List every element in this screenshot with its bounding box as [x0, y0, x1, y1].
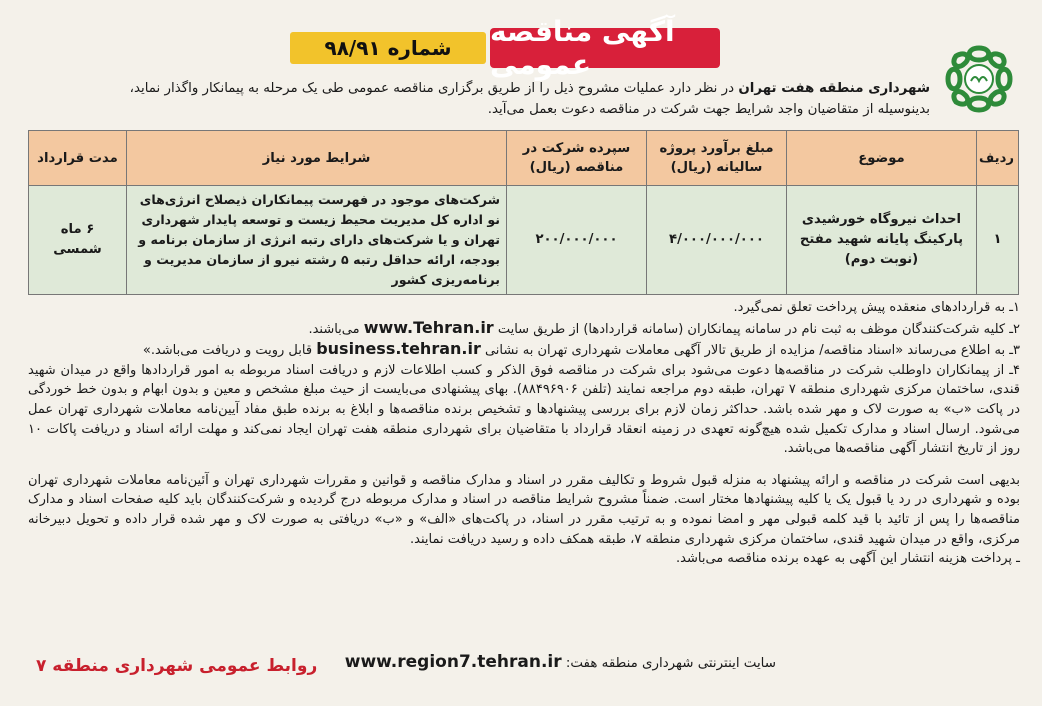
col-header-estimate: مبلغ برآورد پروژه سالیانه (ریال)	[647, 131, 787, 186]
tehran-site-link[interactable]: www.Tehran.ir	[363, 317, 494, 337]
intro-text: در نظر دارد عملیات مشروح ذیل را از طریق برگزاری مناقصه عمومی طی یک مرحله به پیمانکار واگذار نماید،	[129, 81, 739, 96]
notice-title: آگهی مناقصه عمومی	[490, 28, 720, 68]
item-2-end: می‌باشند.	[308, 321, 364, 337]
cell-subject: احداث نیروگاه خورشیدی پارکینگ پایانه شهید مفتح (نوبت دوم)	[787, 186, 977, 295]
cost-note: ـ پرداخت هزینه انتشار این آگهی به عهده برنده مناقصه می‌باشد.	[676, 551, 1020, 567]
item-2	[28, 318, 1020, 340]
terms-paragraph: بدیهی است شرکت در مناقصه و ارائه پیشنهاد به منزله قبول شروط و تکالیف مقرر در اسناد و مدارک مناقصه و قوانین و مقررات شهرداری تهران و آئین‌نامه معاملات شهرداری تهران بوده و شهرداری در رد یا قبول یک یا کلیه پیشنهادها مختار است. ضمناً مشروح شرایط مناقصه در اسناد و مدارک مربوطه درج گردیده و شرکت‌کنندگان باید کلیه صفحات اسناد و مدارک مناقصه‌ها را پس از تائید با قید کلمه قبولی مهر و امضا نموده و به ترتیب مقرر در اسناد، در پاکت‌های «الف» و «ب» دریافتی به صورت لاک و مهر شده قرار داده و تحویل دبیرخانه مرکزی، واقع در میدان شهید قندی، ساختمان مرکزی شهرداری منطقه ۷، طبقه همکف داده و رسید دریافت نمایند.	[28, 472, 1020, 547]
notice-banner	[290, 15, 720, 81]
col-header-conditions: شرایط مورد نیاز	[127, 131, 507, 186]
cell-row-number: ۱	[977, 186, 1019, 295]
footer-site-label: سایت اینترنتی شهرداری منطقه هفت:	[561, 656, 776, 671]
table-header-row	[29, 131, 1019, 186]
footer-site	[345, 652, 776, 672]
item-3-text: ۳ـ به اطلاع می‌رساند «اسناد مناقصه/ مزایده از طریق تالار آگهی معاملات شهرداری تهران به نشانی	[480, 343, 1020, 359]
intro-paragraph	[30, 78, 930, 120]
tender-table	[28, 130, 1018, 292]
item-4: ۴ـ از پیمانکاران داوطلب شرکت در مناقصه‌ها دعوت می‌شود برای شرکت در مناقصه فوق الذکر و کسب اطلاعات لازم و دریافت اسناد مربوطه به امور قراردادها واقع در میدان شهید قندی، ساختمان مرکزی شهرداری منطقه ۷ تهران، طبقه دوم مراجعه نمایند (تلفن ۸۸۴۹۶۹۰۶). بهای پیشنهادی می‌بایست از حیث مبلغ مشخص و معین و بدون ابهام و بدون خط خوردگی در پاکت «ب» به صورت لاک و مهر شده باشد. حداکثر زمان لازم برای بررسی پیشنهادها و تشخیص برنده مناقصه‌ها و ابلاغ به برنده طبق مفاد آیین‌نامه معاملات شهرداری تهران عمل می‌شود. ارسال اسناد و مدارک تکمیل شده هیچ‌گونه تعهدی در زمینه انعقاد قرارداد با متقاضیان برای شهرداری منطقه هفت تهران ایجاد نمی‌کند و مهلت ارائه اسناد و دریافت پاکات ۱۰ روز از تاریخ انتشار آگهی مناقصه‌ها می‌باشد.	[28, 362, 1020, 457]
col-header-deposit: سپرده شرکت در مناقصه (ریال)	[507, 131, 647, 186]
intro-invitation: بدینوسیله از متقاضیان واجد شرایط جهت شرکت در مناقصه دعوت بعمل می‌آید.	[487, 102, 930, 117]
col-header-subject: موضوع	[787, 131, 977, 186]
col-header-row: ردیف	[977, 131, 1019, 186]
table-row	[29, 186, 1019, 295]
item-2-text: ۲ـ کلیه شرکت‌کنندگان موظف به ثبت نام در سامانه پیمانکاران (سامانه قراردادها) از طریق سایت	[493, 321, 1020, 337]
cell-estimate: ۴/۰۰۰/۰۰۰/۰۰۰	[647, 186, 787, 295]
cell-duration: ۶ ماه شمسی	[29, 186, 127, 295]
notice-number: شماره ۹۸/۹۱	[290, 32, 486, 64]
public-relations-signature: روابط عمومی شهرداری منطقه ۷	[36, 656, 318, 676]
cell-conditions: شرکت‌های موجود در فهرست پیمانکاران ذیصلاح انرژی‌های نو اداره کل مدیریت محیط زیست و توسعه پایدار شهرداری تهران و یا شرکت‌های دارای رتبه انرژی از سازمان برنامه و بودجه، ارائه حداقل رتبه ۵ رشته نیرو از سازمان مدیریت و برنامه‌ریزی کشور	[127, 186, 507, 295]
region7-site-link[interactable]: www.region7.tehran.ir	[344, 652, 562, 672]
organization-name: شهرداری منطقه هفت تهران	[738, 81, 930, 96]
cell-deposit: ۲۰۰/۰۰۰/۰۰۰	[507, 186, 647, 295]
item-3	[28, 339, 1020, 361]
business-site-link[interactable]: business.tehran.ir	[316, 339, 481, 359]
tehran-municipality-logo-icon	[944, 44, 1014, 114]
item-3-end: قابل رویت و دریافت می‌باشد.»	[142, 343, 317, 359]
col-header-duration: مدت قرارداد	[29, 131, 127, 186]
item-1: ۱ـ به قراردادهای منعقده پیش پرداخت تعلق نمی‌گیرد.	[733, 300, 1020, 315]
notice-body	[28, 298, 1020, 569]
